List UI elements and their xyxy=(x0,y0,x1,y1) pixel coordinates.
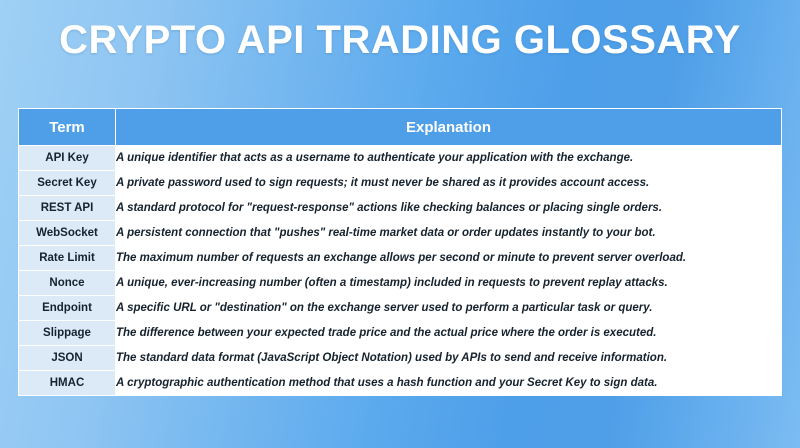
table-row xyxy=(19,171,782,196)
table-body xyxy=(19,146,782,396)
cell-explanation: A standard protocol for "request-response" actions like checking balances or placing single orders. xyxy=(116,196,782,221)
table-header xyxy=(19,109,782,146)
cell-explanation: The standard data format (JavaScript Object Notation) used by APIs to send and receive information. xyxy=(116,346,782,371)
table-row xyxy=(19,371,782,396)
cell-explanation: The difference between your expected trade price and the actual price where the order is executed. xyxy=(116,321,782,346)
table-row xyxy=(19,271,782,296)
table-row xyxy=(19,346,782,371)
cell-term: Endpoint xyxy=(19,296,116,321)
cell-term: JSON xyxy=(19,346,116,371)
cell-explanation: A unique, ever-increasing number (often a timestamp) included in requests to prevent replay attacks. xyxy=(116,271,782,296)
table-row xyxy=(19,321,782,346)
cell-explanation: A cryptographic authentication method that uses a hash function and your Secret Key to sign data. xyxy=(116,371,782,396)
cell-term: Nonce xyxy=(19,271,116,296)
table-row xyxy=(19,221,782,246)
cell-explanation: A specific URL or "destination" on the exchange server used to perform a particular task or query. xyxy=(116,296,782,321)
cell-explanation: The maximum number of requests an exchange allows per second or minute to prevent server overload. xyxy=(116,246,782,271)
cell-term: Rate Limit xyxy=(19,246,116,271)
cell-explanation: A unique identifier that acts as a username to authenticate your application with the exchange. xyxy=(116,146,782,171)
glossary-table-container xyxy=(18,108,782,396)
cell-term: Slippage xyxy=(19,321,116,346)
table-row xyxy=(19,146,782,171)
cell-explanation: A private password used to sign requests; it must never be shared as it provides account access. xyxy=(116,171,782,196)
cell-term: API Key xyxy=(19,146,116,171)
column-header-explanation: Explanation xyxy=(116,109,782,146)
table-row xyxy=(19,196,782,221)
column-header-term: Term xyxy=(19,109,116,146)
table-row xyxy=(19,296,782,321)
cell-term: WebSocket xyxy=(19,221,116,246)
cell-term: Secret Key xyxy=(19,171,116,196)
cell-explanation: A persistent connection that "pushes" real-time market data or order updates instantly to your bot. xyxy=(116,221,782,246)
table-header-row xyxy=(19,109,782,146)
glossary-table xyxy=(18,108,782,396)
cell-term: REST API xyxy=(19,196,116,221)
table-row xyxy=(19,246,782,271)
page-title: CRYPTO API TRADING GLOSSARY xyxy=(59,18,741,62)
cell-term: HMAC xyxy=(19,371,116,396)
